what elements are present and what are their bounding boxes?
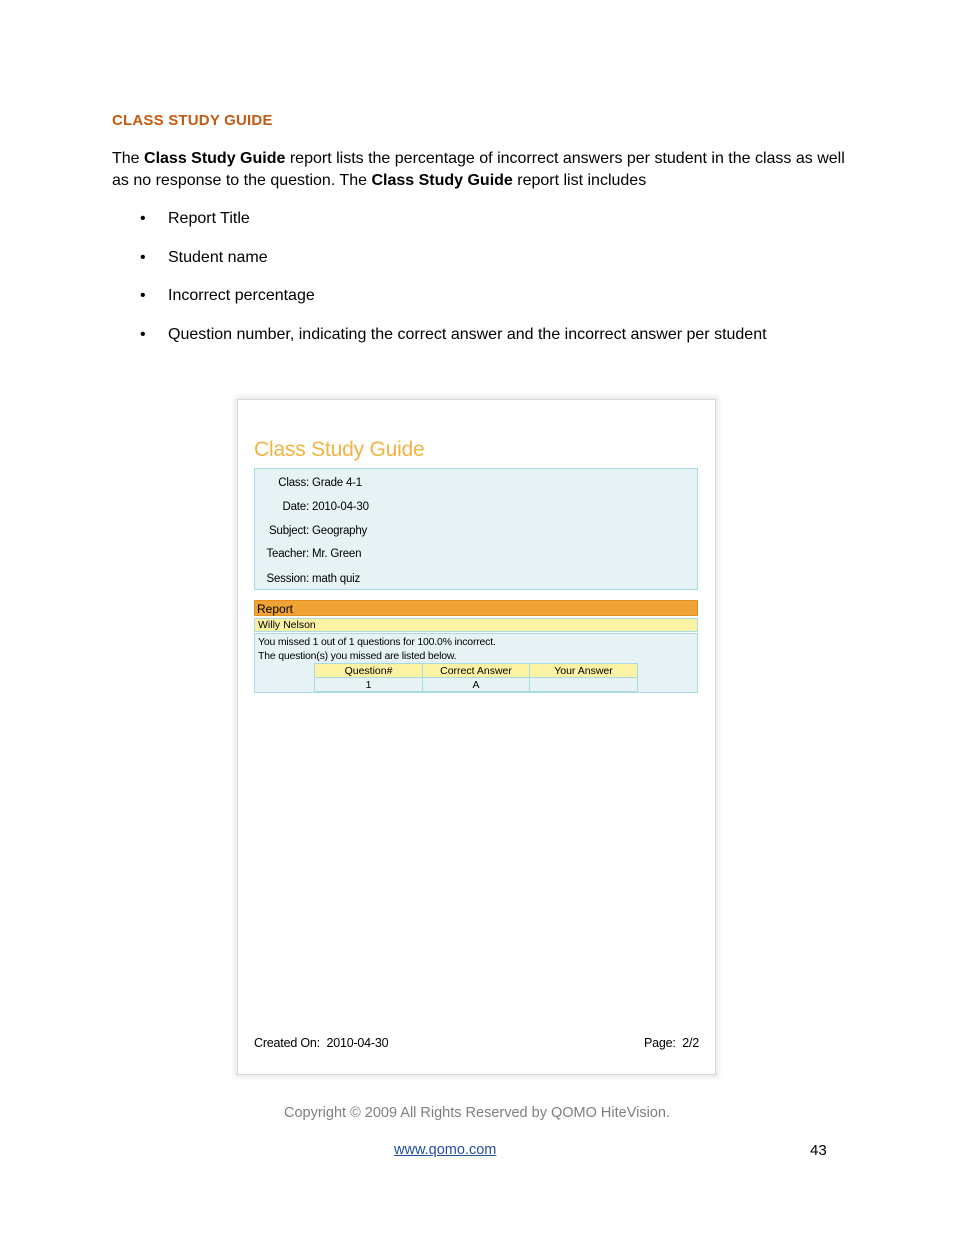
list-item: [140, 208, 767, 247]
info-value: math quiz: [312, 573, 361, 585]
page-number: 43: [810, 1142, 827, 1159]
info-label: Teacher:: [266, 548, 309, 560]
bullet-icon: •: [140, 248, 146, 266]
page-label: Page:: [644, 1036, 676, 1050]
report-screenshot: [237, 399, 716, 1075]
report-info-panel: [254, 468, 698, 590]
info-value: Grade 4-1: [312, 477, 362, 489]
list-item: [140, 247, 767, 286]
info-label: Class:: [278, 477, 309, 489]
bullet-icon: •: [140, 287, 146, 304]
table-row: [315, 678, 638, 692]
info-label: Date:: [282, 501, 309, 513]
intro-text-1: The: [112, 150, 145, 167]
report-page-indicator: [644, 1036, 699, 1050]
info-value: Mr. Green: [312, 548, 362, 560]
table-cell: 1: [315, 678, 423, 692]
missed-note: The question(s) you missed are listed below.: [258, 650, 457, 662]
student-name-bar: Willy Nelson: [254, 618, 698, 632]
info-label: Session:: [266, 573, 309, 585]
report-title: Class Study Guide: [254, 438, 425, 461]
info-row-teacher: [247, 548, 361, 560]
feature-list: [140, 208, 767, 362]
intro-text-3: report list includes: [512, 172, 647, 189]
info-row-class: [247, 477, 362, 489]
column-header: Question#: [315, 664, 423, 678]
report-header-bar: Report: [254, 600, 698, 616]
info-row-subject: [247, 525, 367, 537]
list-item: [140, 285, 767, 324]
list-item-text: Student name: [168, 248, 268, 266]
info-row-date: [247, 501, 369, 513]
report-created-on: [254, 1036, 388, 1050]
list-item-text: Incorrect percentage: [168, 287, 315, 304]
intro-paragraph: [112, 148, 847, 192]
report-body-panel: [254, 633, 698, 693]
info-value: 2010-04-30: [312, 501, 369, 513]
section-heading: CLASS STUDY GUIDE: [112, 112, 273, 129]
list-item-text: Report Title: [168, 210, 250, 227]
missed-questions-table: [314, 663, 638, 692]
website-link[interactable]: www.qomo.com: [394, 1142, 497, 1158]
list-item-text: Question number, indicating the correct answer and the incorrect answer per student: [168, 325, 767, 343]
info-label: Subject:: [269, 525, 309, 537]
info-row-session: [247, 573, 360, 585]
bullet-icon: •: [140, 210, 146, 227]
column-header: Your Answer: [530, 664, 638, 678]
table-header-row: [315, 664, 638, 678]
page-value: 2/2: [682, 1036, 699, 1050]
list-item: [140, 324, 767, 363]
copyright-notice: Copyright © 2009 All Rights Reserved by QOMO HiteVision.: [284, 1105, 670, 1121]
bullet-icon: •: [140, 325, 146, 343]
table-cell: A: [423, 678, 530, 692]
info-value: Geography: [312, 525, 368, 537]
table-cell: [530, 678, 638, 692]
created-label: Created On:: [254, 1036, 320, 1050]
intro-bold-2: Class Study Guide: [371, 172, 513, 189]
created-value: 2010-04-30: [326, 1036, 389, 1050]
intro-bold-1: Class Study Guide: [144, 150, 286, 167]
intro-text-2: report lists the percentage of incorrect answers per student in the class as well as no response to the question. The: [112, 150, 845, 189]
missed-summary: You missed 1 out of 1 questions for 100.0% incorrect.: [258, 636, 496, 648]
column-header: Correct Answer: [423, 664, 530, 678]
